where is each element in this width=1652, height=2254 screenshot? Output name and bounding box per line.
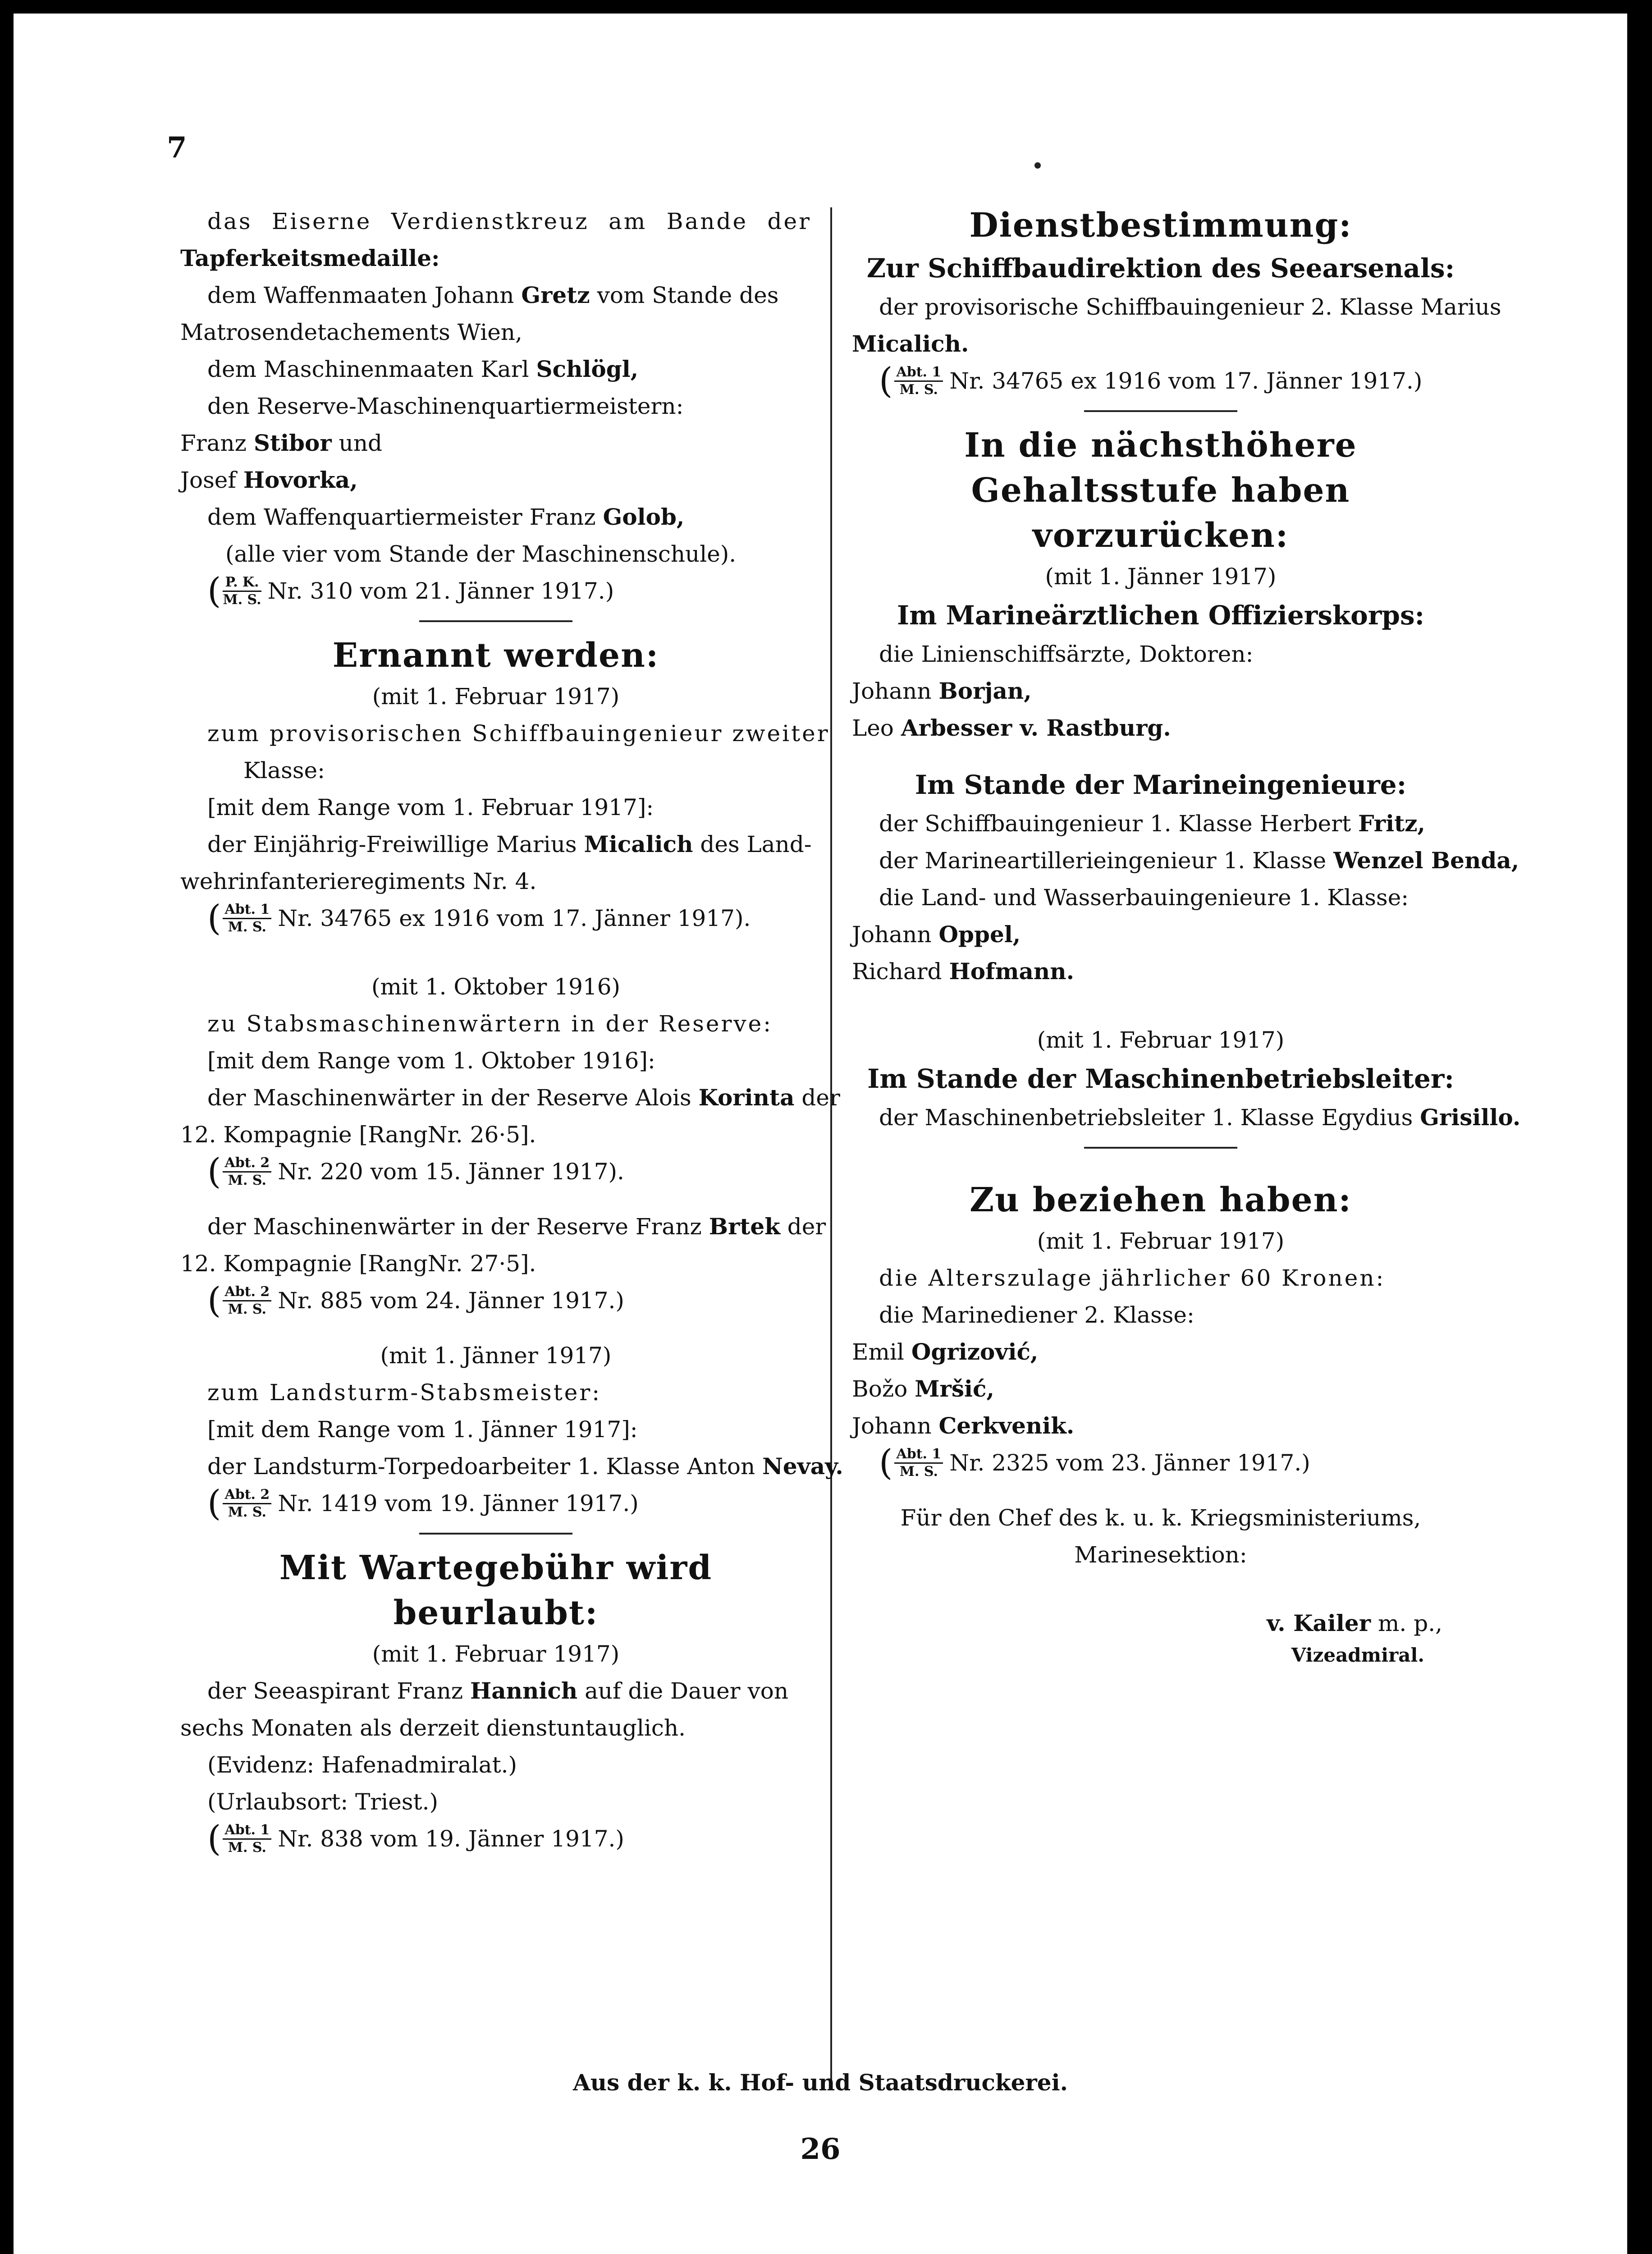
spacer — [852, 990, 1469, 1022]
text-line: zu Stabsmaschinenwärtern in der Reserve: — [207, 1011, 773, 1037]
text-line — [852, 325, 1469, 362]
reference-fraction — [223, 902, 271, 935]
document-page — [14, 14, 1627, 2254]
text: der Marineartillerieingenieur 1. Klasse — [879, 848, 1327, 874]
text: der — [801, 1085, 840, 1111]
paren: ( — [207, 1819, 221, 1859]
text-line: (Urlaubsort: Triest.) — [207, 1789, 439, 1815]
text-line: das Eiserne Verdienstkreuz am Bande der — [207, 208, 811, 234]
paren: ( — [207, 1280, 221, 1321]
text-line — [180, 425, 811, 462]
subheading: Zur Schiffbaudirektion des Seearsenals: — [866, 253, 1455, 284]
paren: ( — [879, 361, 893, 401]
text-line — [180, 351, 811, 388]
fraction-top: Abt. 1 — [223, 902, 271, 919]
spacer — [852, 1573, 1469, 1605]
reference-line — [180, 900, 811, 937]
page-number: 7 — [167, 131, 187, 165]
text-line — [852, 710, 1469, 747]
reference-line — [180, 573, 811, 609]
text-line: 12. Kompagnie [RangNr. 26·5]. — [180, 1122, 536, 1148]
signature-name — [852, 1605, 1469, 1642]
paren: ( — [879, 1443, 893, 1483]
printer-imprint: Aus der k. k. Hof- und Staatsdruckerei. — [572, 2069, 1068, 2096]
text-line: die Marinediener 2. Klasse: — [879, 1302, 1194, 1328]
name-bold: Hofmann. — [949, 958, 1074, 985]
text: der Einjährig-Freiwillige Marius — [207, 831, 577, 857]
spacer — [852, 747, 1469, 765]
section-heading: Zu beziehen haben: — [970, 1181, 1352, 1219]
name-bold: Hannich — [470, 1677, 578, 1704]
reference-fraction — [223, 1284, 271, 1318]
reference-fraction — [894, 364, 943, 398]
reference-text: Nr. 34765 ex 1916 vom 17. Jänner 1917.) — [949, 368, 1423, 394]
reference-line — [852, 362, 1469, 399]
name-bold: Arbesser v. Rastburg. — [901, 715, 1171, 741]
text-line: sechs Monaten als derzeit dienstuntauglich. — [180, 1715, 686, 1741]
name-bold: Golob, — [603, 504, 685, 530]
fraction-bottom: M. S. — [899, 381, 938, 398]
name-bold: Stibor — [253, 430, 332, 456]
text-line — [852, 673, 1469, 710]
text-line — [180, 1448, 843, 1485]
date-line: (mit 1. Oktober 1916) — [371, 974, 621, 1000]
date-line: (mit 1. Februar 1917) — [1037, 1228, 1285, 1254]
name-bold: Hovorka, — [243, 467, 358, 493]
bottom-page-number: 26 — [800, 2132, 841, 2166]
reference-line — [180, 1153, 811, 1190]
fraction-bottom: M. S. — [899, 1463, 938, 1480]
name-bold: Grisillo. — [1420, 1104, 1521, 1131]
reference-fraction — [223, 574, 261, 608]
text-line: 12. Kompagnie [RangNr. 27·5]. — [180, 1251, 536, 1277]
spacer — [180, 937, 811, 968]
text-line — [852, 805, 1469, 842]
fraction-top: P. K. — [223, 574, 261, 592]
text-line — [852, 1333, 1469, 1370]
subheading: Im Marineärztlichen Offizierskorps: — [897, 600, 1425, 631]
text: Emil — [852, 1339, 904, 1365]
text: des Land- — [700, 831, 812, 857]
text-line — [852, 842, 1519, 879]
text-line: (Evidenz: Hafenadmiralat.) — [207, 1752, 517, 1778]
reference-fraction — [894, 1446, 943, 1480]
text: Johann — [852, 1413, 932, 1439]
text: der Seeaspirant Franz — [207, 1678, 463, 1704]
text: der Landsturm-Torpedoarbeiter 1. Klasse Anton — [207, 1453, 755, 1480]
text-line: Klasse: — [243, 757, 325, 783]
text-bold: Tapferkeitsmedaille: — [180, 245, 440, 271]
text-line — [852, 1370, 1469, 1407]
reference-text: Nr. 1419 vom 19. Jänner 1917.) — [278, 1490, 639, 1516]
text-line: [mit dem Range vom 1. Jänner 1917]: — [207, 1416, 638, 1443]
text-line: wehrinfanterieregiments Nr. 4. — [180, 868, 537, 894]
text: dem Maschinenmaaten Karl — [207, 356, 529, 382]
text-line — [180, 499, 811, 536]
paren: ( — [207, 571, 221, 611]
text-line — [180, 826, 811, 863]
ink-dot — [1034, 162, 1041, 169]
section-heading: In die nächsthöhere Gehaltsstufe haben — [964, 426, 1357, 510]
reference-fraction — [223, 1155, 271, 1189]
text-line — [180, 1079, 840, 1116]
text: Leo — [852, 715, 894, 741]
fraction-top: Abt. 2 — [223, 1155, 271, 1173]
text: Johann — [852, 678, 932, 704]
fraction-bottom: M. S. — [228, 919, 266, 935]
text-line: (alle vier vom Stande der Maschinenschule). — [225, 541, 737, 567]
text: und — [339, 430, 383, 456]
text: der Schiffbauingenieur 1. Klasse Herbert — [879, 811, 1351, 837]
signature-line: Marinesektion: — [1074, 1542, 1247, 1568]
section-heading: Mit Wartegebühr wird beurlaubt: — [279, 1548, 713, 1632]
name-bold: Wenzel Benda, — [1333, 847, 1519, 874]
text: m. p., — [1378, 1610, 1442, 1636]
name-bold: Brtek — [709, 1213, 780, 1240]
text-line: Matrosendetachements Wien, — [180, 319, 522, 345]
spacer — [852, 1159, 1469, 1177]
text-line — [180, 1208, 826, 1245]
date-line: (mit 1. Februar 1917) — [372, 1641, 620, 1667]
fraction-bottom: M. S. — [228, 1301, 266, 1317]
subheading: Im Stande der Marineingenieure: — [915, 770, 1407, 800]
text-line: zum Landsturm-Stabsmeister: — [207, 1379, 602, 1406]
reference-line — [180, 1820, 811, 1857]
fraction-top: Abt. 1 — [894, 1446, 943, 1464]
text-line — [852, 1407, 1469, 1444]
text-line: den Reserve-Maschinenquartiermeistern: — [207, 393, 684, 419]
fraction-top: Abt. 1 — [894, 364, 943, 382]
paren: ( — [207, 1151, 221, 1192]
text: dem Waffenquartiermeister Franz — [207, 504, 596, 530]
name-bold: Micalich. — [852, 330, 969, 357]
text-line — [180, 462, 811, 499]
separator-rule — [419, 620, 572, 622]
signature-line: Für den Chef des k. u. k. Kriegsministeriums, — [900, 1505, 1421, 1531]
left-column — [180, 203, 843, 1859]
section-heading: Dienstbestimmung: — [969, 206, 1352, 245]
text: Josef — [180, 467, 236, 493]
text: auf die Dauer von — [585, 1678, 789, 1704]
text-line: zum provisorischen Schiffbauingenieur zweiter — [207, 720, 830, 747]
text-line — [180, 240, 811, 277]
text: dem Waffenmaaten Johann — [207, 282, 514, 308]
separator-rule — [1084, 410, 1237, 412]
text-line: [mit dem Range vom 1. Oktober 1916]: — [207, 1048, 655, 1074]
reference-text: Nr. 838 vom 19. Jänner 1917.) — [278, 1826, 624, 1852]
text-line: die Alterszulage jährlicher 60 Kronen: — [879, 1265, 1386, 1291]
paren: ( — [207, 898, 221, 939]
reference-text: Nr. 885 vom 24. Jänner 1917.) — [278, 1287, 624, 1314]
name-bold: Gretz — [521, 282, 590, 308]
name-bold: Fritz, — [1358, 810, 1425, 837]
name-bold: v. Kailer — [1267, 1610, 1371, 1636]
fraction-top: Abt. 1 — [223, 1822, 271, 1840]
name-bold: Korinta — [698, 1084, 795, 1111]
reference-fraction — [223, 1487, 271, 1521]
section-heading: Ernannt werden: — [332, 636, 659, 675]
column-divider — [830, 207, 832, 2087]
date-line: (mit 1. Februar 1917) — [372, 683, 620, 710]
name-bold: Borjan, — [938, 678, 1032, 704]
text: Božo — [852, 1376, 908, 1402]
reference-text: Nr. 220 vom 15. Jänner 1917). — [278, 1159, 624, 1185]
text-line — [180, 277, 811, 314]
text-line: die Land- und Wasserbauingenieure 1. Klasse: — [879, 884, 1409, 911]
name-bold: Oppel, — [938, 921, 1021, 948]
text-line: die Linienschiffsärzte, Doktoren: — [879, 641, 1254, 667]
separator-rule — [1084, 1147, 1237, 1149]
text: der — [787, 1214, 826, 1240]
text-line — [852, 916, 1469, 953]
name-bold: Micalich — [584, 831, 693, 857]
name-bold: Mršić, — [915, 1375, 994, 1402]
fraction-bottom: M. S. — [228, 1839, 266, 1855]
subheading: Im Stande der Maschinenbetriebsleiter: — [867, 1063, 1454, 1094]
name-bold: Schlögl, — [536, 356, 639, 382]
date-line: (mit 1. Jänner 1917) — [380, 1342, 612, 1369]
text-line: [mit dem Range vom 1. Februar 1917]: — [207, 794, 654, 820]
reference-text: Nr. 310 vom 21. Jänner 1917.) — [267, 578, 614, 604]
fraction-top: Abt. 2 — [223, 1487, 271, 1504]
fraction-bottom: M. S. — [228, 1172, 266, 1188]
fraction-bottom: M. S. — [228, 1504, 266, 1520]
spacer — [180, 1319, 811, 1337]
text-line — [180, 1672, 811, 1709]
text-line: der provisorische Schiffbauingenieur 2. Klasse Marius — [879, 294, 1501, 320]
reference-line — [180, 1282, 811, 1319]
name-bold: Cerkvenik. — [938, 1412, 1075, 1439]
reference-line — [180, 1485, 811, 1522]
reference-line — [852, 1444, 1469, 1481]
section-heading: vorzurücken: — [1032, 516, 1289, 555]
signature-title — [852, 1642, 1469, 1669]
fraction-bottom: M. S. — [223, 591, 261, 608]
date-line: (mit 1. Februar 1917) — [1037, 1027, 1285, 1053]
name-bold: Nevay. — [762, 1453, 843, 1480]
fraction-top: Abt. 2 — [223, 1284, 271, 1301]
text: der Maschinenwärter in der Reserve Alois — [207, 1085, 691, 1111]
reference-text: Nr. 34765 ex 1916 vom 17. Jänner 1917). — [278, 905, 751, 931]
date-line: (mit 1. Jänner 1917) — [1045, 564, 1277, 590]
spacer — [852, 1481, 1469, 1499]
reference-fraction — [223, 1822, 271, 1856]
text-line — [852, 1099, 1521, 1136]
name-bold: Ogrizović, — [911, 1338, 1039, 1365]
separator-rule — [419, 1533, 572, 1535]
text: vom Stande des — [597, 282, 779, 308]
text: Johann — [852, 921, 932, 948]
text: Richard — [852, 958, 942, 985]
text-bold: Vizeadmiral. — [1291, 1644, 1424, 1666]
text: der Maschinenbetriebsleiter 1. Klasse Egydius — [879, 1104, 1413, 1131]
paren: ( — [207, 1483, 221, 1524]
spacer — [180, 1190, 811, 1208]
text-line — [852, 953, 1469, 990]
text: der Maschinenwärter in der Reserve Franz — [207, 1214, 702, 1240]
text: Franz — [180, 430, 247, 456]
reference-text: Nr. 2325 vom 23. Jänner 1917.) — [949, 1450, 1310, 1476]
right-column — [852, 203, 1521, 1669]
